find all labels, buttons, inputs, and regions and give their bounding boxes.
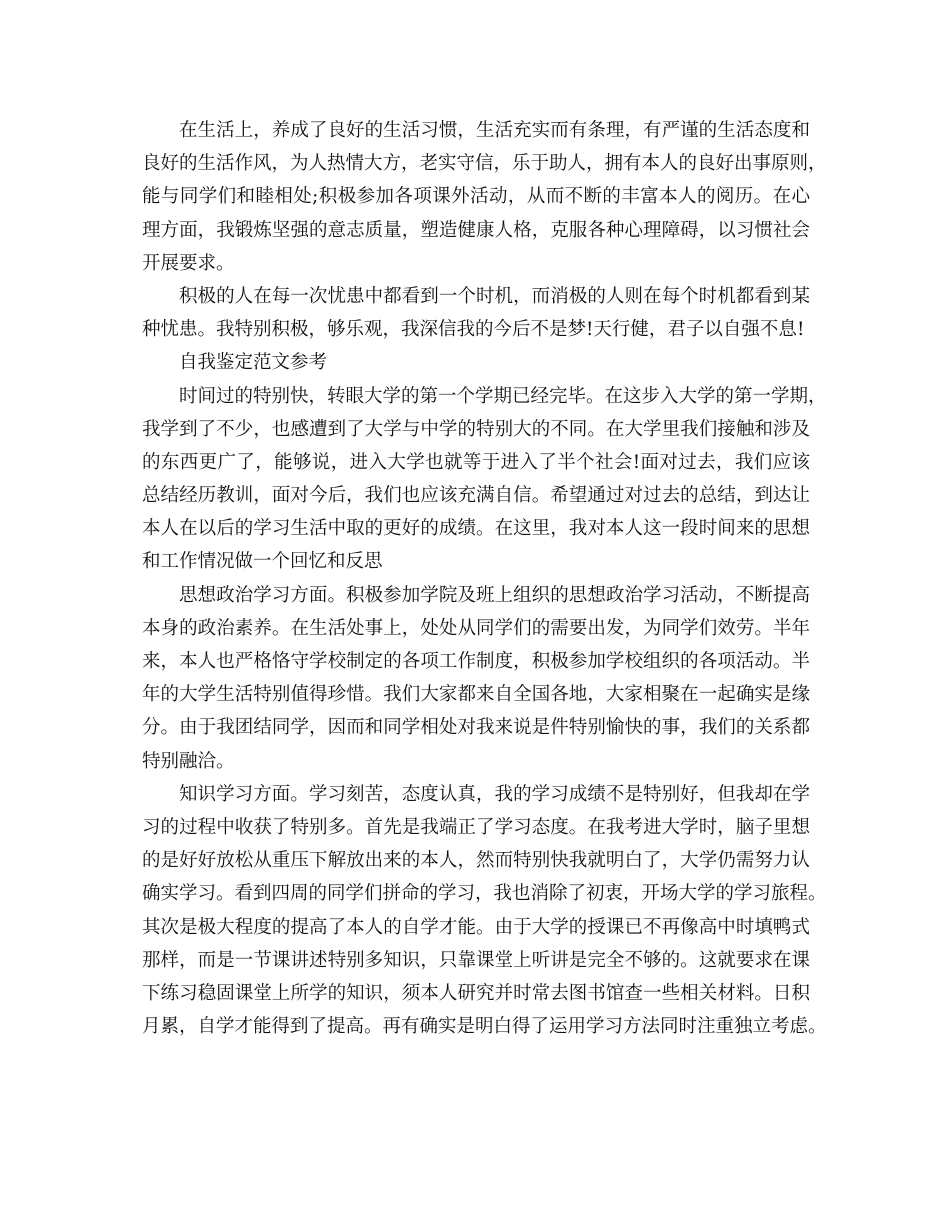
text-line: 思想政治学习方面。积极参加学院及班上组织的思想政治学习活动，不断提高	[179, 584, 810, 606]
text-line: 能与同学们和睦相处;积极参加各项课外活动，从而不断的丰富本人的阅历。在心	[142, 186, 810, 208]
text-line: 开展要求。	[142, 252, 235, 274]
text-line: 总结经历教训，面对今后，我们也应该充满自信。希望通过对过去的总结，到达让	[142, 485, 810, 507]
text-line: 来，本人也严格恪守学校制定的各项工作制度，积极参加学校组织的各项活动。半	[142, 651, 810, 672]
text-line: 在生活上，养成了良好的生活习惯，生活充实而有条理，有严谨的生活态度和	[179, 120, 810, 141]
text-line: 确实学习。看到四周的同学们拼命的学习，我也消除了初衷，开场大学的学习旅程。	[142, 883, 827, 905]
text-line: 其次是极大程度的提高了本人的自学才能。由于大学的授课已不再像高中时填鸭式	[142, 916, 810, 938]
text-line: 我学到了不少，也感遭到了大学与中学的特别大的不同。在大学里我们接触和涉及	[142, 418, 810, 440]
text-line: 习的过程中收获了特别多。首先是我端正了学习态度。在我考进大学时，脑子里想	[142, 816, 810, 838]
text-line: 下练习稳固课堂上所学的知识，须本人研究并时常去图书馆查一些相关材料。日积	[142, 982, 810, 1004]
text-line: 积极的人在每一次忧患中都看到一个时机，而消极的人则在每个时机都看到某	[179, 285, 810, 307]
text-line: 月累，自学才能得到了提高。再有确实是明白得了运用学习方法同时注重独立考虑。	[142, 1016, 827, 1038]
text-line: 种忧患。我特别积极，够乐观，我深信我的今后不是梦!天行健，君子以自强不息!	[142, 319, 805, 341]
text-line: 和工作情况做一个回忆和反思	[142, 551, 383, 573]
text-line: 年的大学生活特别值得珍惜。我们大家都来自全国各地，大家相聚在一起确实是缘	[142, 684, 810, 706]
document-body	[142, 114, 827, 1043]
text-line: 知识学习方面。学习刻苦，态度认真，我的学习成绩不是特别好，但我却在学	[179, 783, 810, 805]
text-line: 那样，而是一节课讲述特别多知识，只靠课堂上听讲是完全不够的。这就要求在课	[142, 949, 810, 971]
text-line: 的是好好放松从重压下解放出来的本人，然而特别快我就明白了，大学仍需努力认	[142, 850, 810, 872]
text-line: 自我鉴定范文参考	[179, 352, 328, 374]
text-line: 本人在以后的学习生活中取的更好的成绩。在这里，我对本人这一段时间来的思想	[142, 518, 810, 540]
text-line: 本身的政治素养。在生活处事上，处处从同学们的需要出发，为同学们效劳。半年	[142, 617, 810, 639]
text-line: 特别融洽。	[142, 750, 235, 772]
text-line: 良好的生活作风，为人热情大方，老实守信，乐于助人，拥有本人的良好出事原则，	[142, 153, 827, 175]
text-line: 的东西更广了，能够说，进入大学也就等于进入了半个社会!面对过去，我们应该	[142, 451, 810, 473]
text-line: 时间过的特别快，转眼大学的第一个学期已经完毕。在这步入大学的第一学期，	[179, 385, 827, 407]
text-line: 理方面，我锻炼坚强的意志质量，塑造健康人格，克服各种心理障碍，以习惯社会	[142, 219, 810, 241]
text-line: 分。由于我团结同学，因而和同学相处对我来说是件特别愉快的事，我们的关系都	[142, 717, 810, 739]
